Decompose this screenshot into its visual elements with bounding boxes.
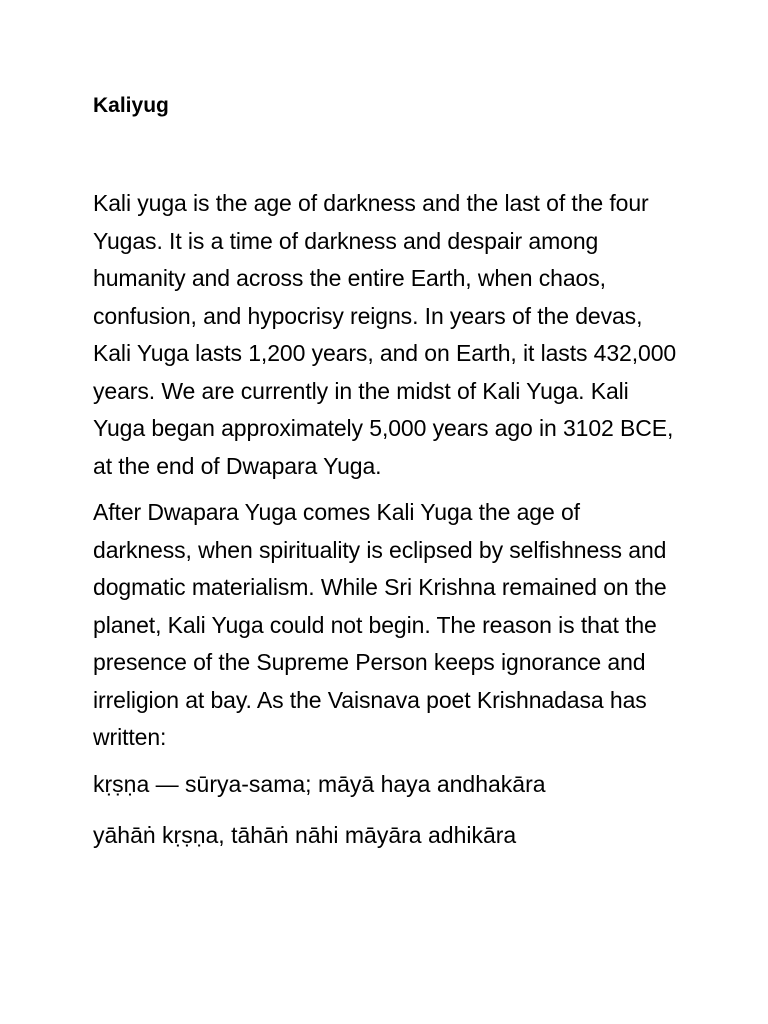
paragraph-kali-yuga-intro: Kali yuga is the age of darkness and the last of the four Yugas. It is a time of darkness and despair among humanity and across the entire Earth, when chaos, confusion, and hypocrisy reigns. In years of the devas, Kali Yuga lasts 1,200 years, and on Earth, it lasts 432,000 years. We are currently in the midst of Kali Yuga. Kali Yuga began approximately 5,000 years ago in 3102 BCE, at the end of Dwapara Yuga.	[93, 190, 677, 479]
paragraph-after-dwapara: After Dwapara Yuga comes Kali Yuga the age of darkness, when spirituality is eclipsed by selfishness and dogmatic materialism. While Sri Krishna remained on the planet, Kali Yuga could not begin. The reason is that the presence of the Supreme Person keeps ignorance and irreligion at bay. As the Vaisnava poet Krishnadasa has written:	[93, 499, 667, 750]
document-title: Kaliyug	[93, 94, 169, 117]
document-body	[93, 185, 683, 869]
verse-line-2: yāhāṅ kṛṣṇa, tāhāṅ nāhi māyāra adhikāra	[93, 822, 517, 848]
verse-line-1: kṛṣṇa — sūrya-sama; māyā haya andhakāra	[93, 770, 546, 797]
